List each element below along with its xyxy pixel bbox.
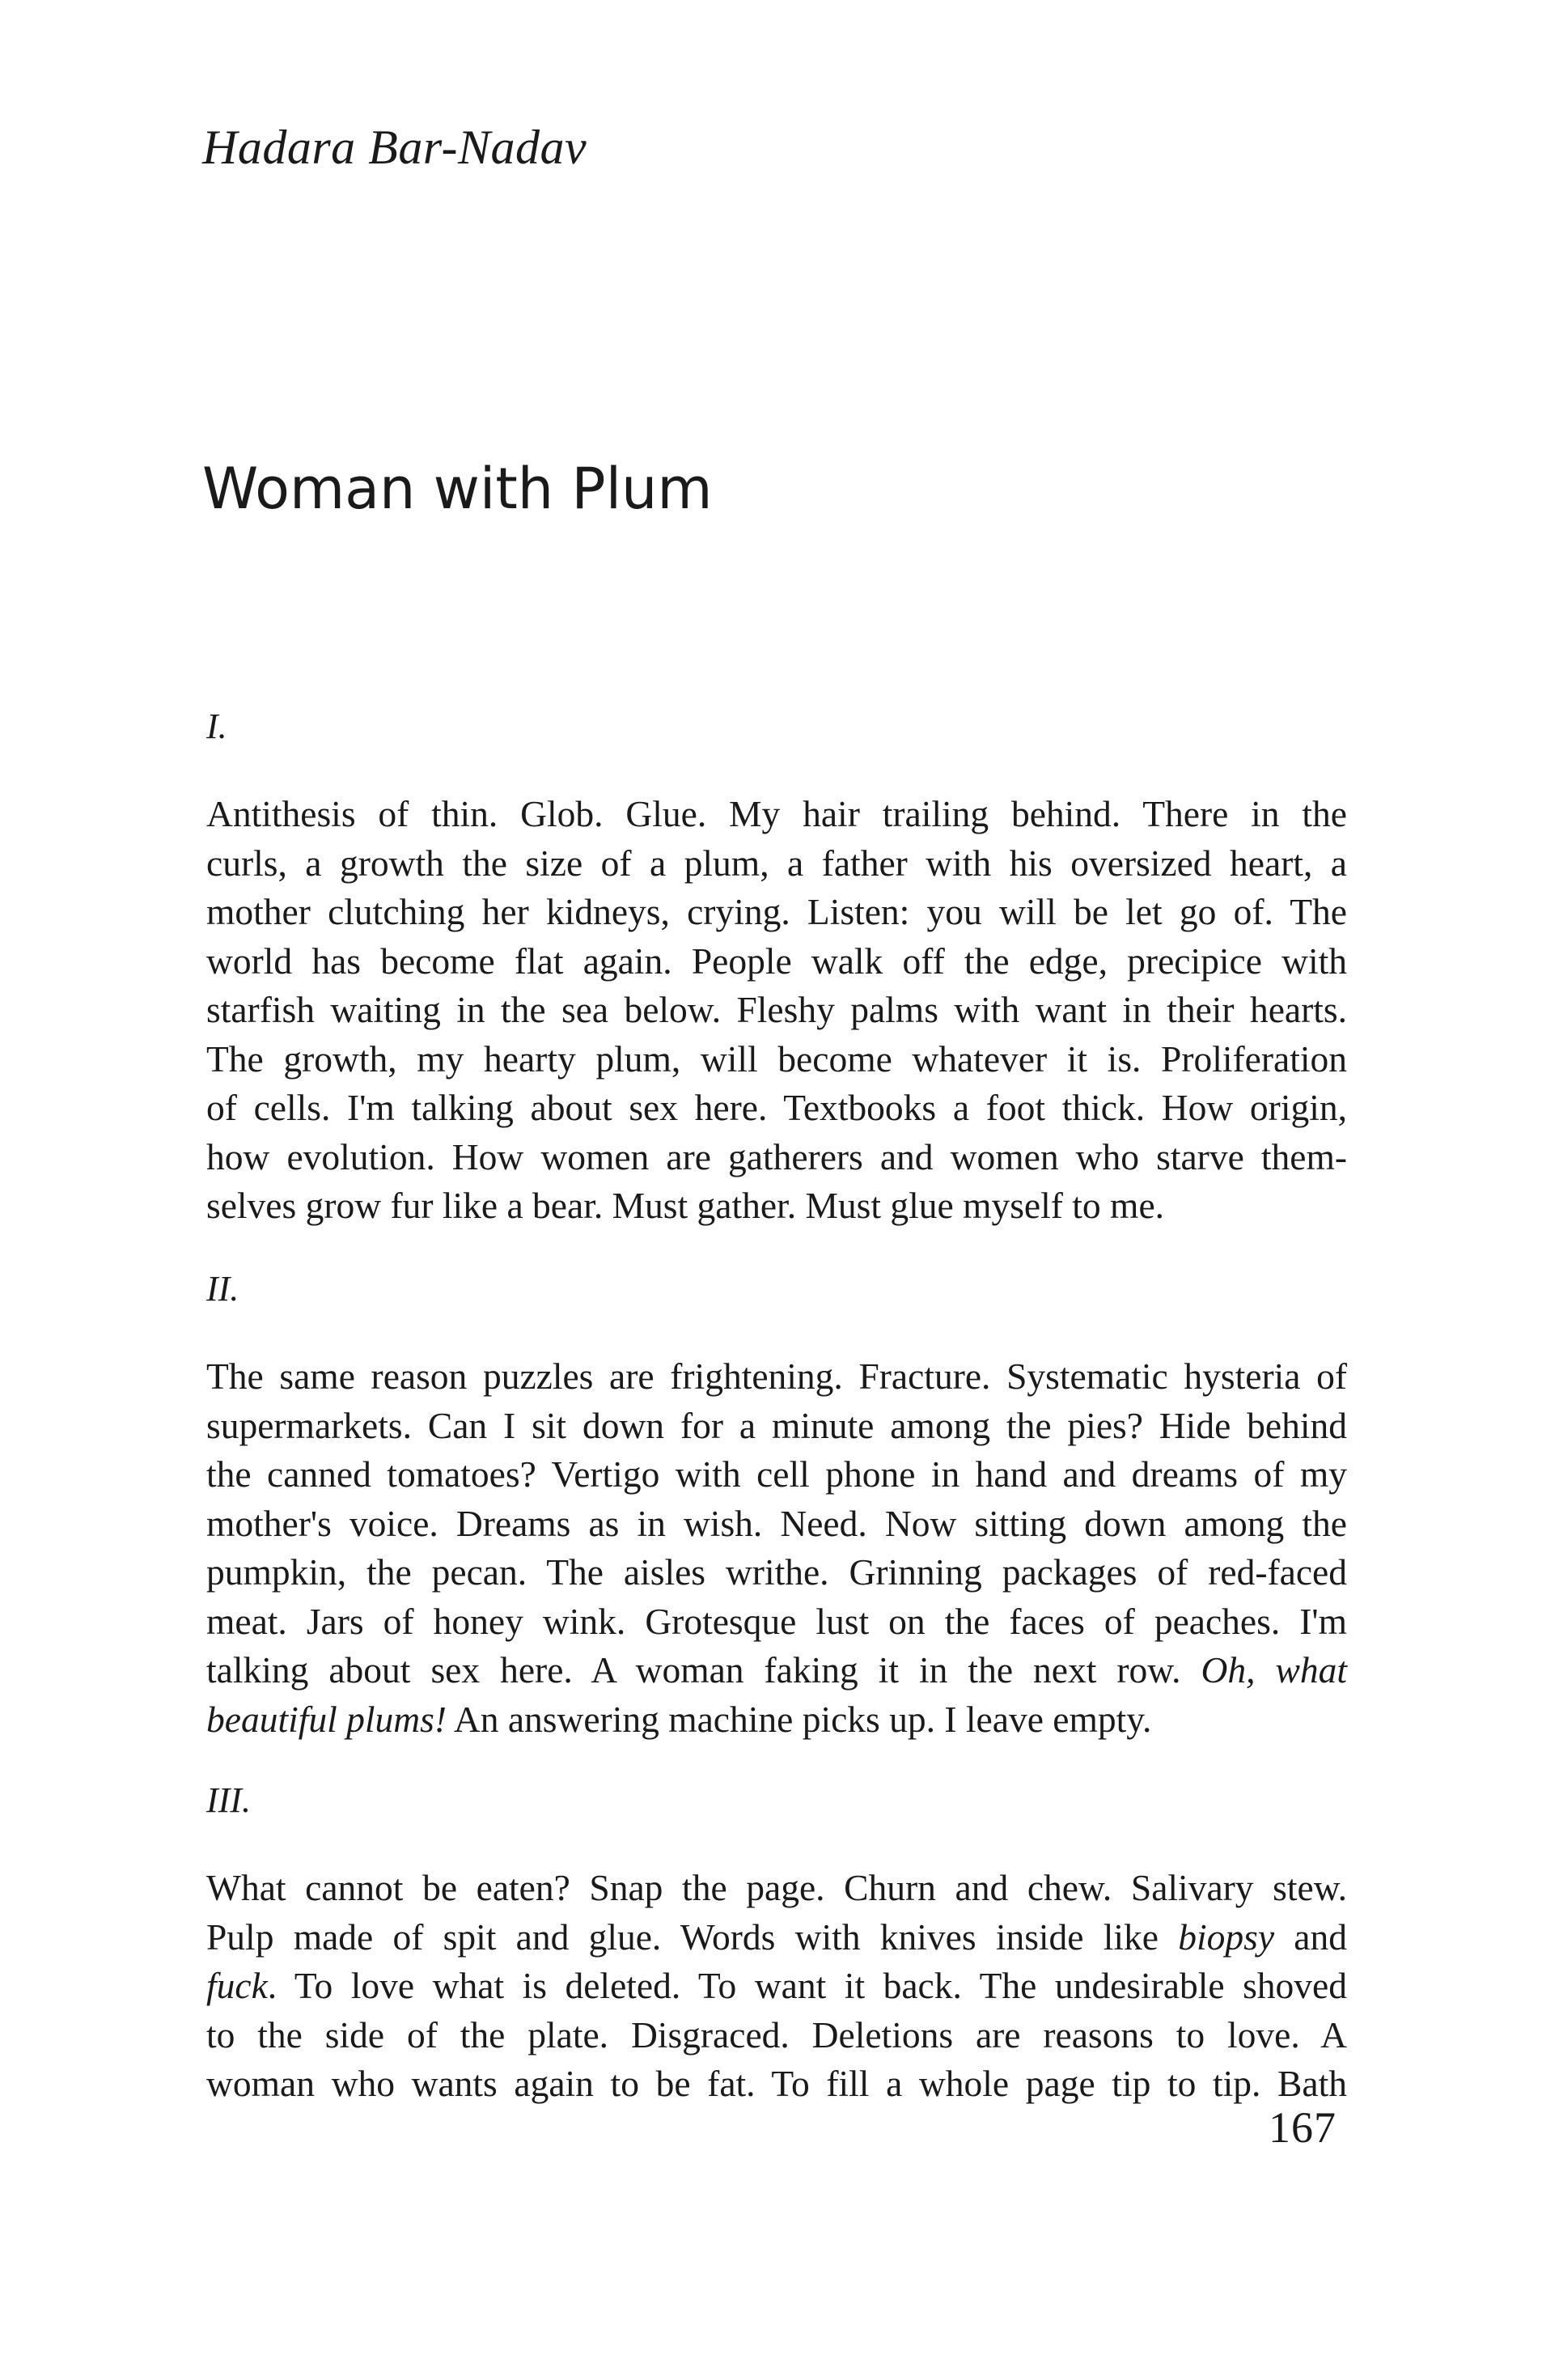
italic-text: Oh, what [1201,1649,1347,1691]
poem-section-2 [206,1265,1347,1744]
line-text: pumpkin, the pecan. The aisles writhe. Grinning packages of red-faced [206,1551,1347,1593]
poem-line [206,937,1347,986]
line-text: What cannot be eaten? Snap the page. Churn and chew. Salivary stew. [206,1867,1347,1908]
poem-line [206,1962,1347,2011]
poem-line [206,839,1347,889]
line-text: the canned tomatoes? Vertigo with cell phone in hand and dreams of my [206,1453,1347,1495]
poem-section-3 [206,1776,1347,2109]
line-text: curls, a growth the size of a plum, a father with his oversized heart, a [206,842,1347,884]
section-numeral: I. [206,706,227,746]
section-numeral: II. [206,1269,239,1309]
poem-line [206,1864,1347,1913]
poem-line [206,1597,1347,1647]
poem-line [206,1133,1347,1182]
line-text: meat. Jars of honey wink. Grotesque lust on the faces of peaches. I'm [206,1600,1347,1642]
line-text: selves grow fur like a bear. Must gather. Must glue myself to me. [206,1185,1165,1226]
line-text: world has become flat again. People walk off the edge, precipice with [206,940,1347,982]
line-text: Pulp made of spit and glue. Words with knives inside like [206,1915,1179,1958]
poem-line [206,986,1347,1035]
line-text: talking about sex here. A woman faking it in the next row. [206,1649,1201,1691]
poem-line [206,1084,1347,1133]
line-text: An answering machine picks up. I leave empty. [447,1698,1152,1740]
poem-line [206,888,1347,937]
poem-line [206,2060,1347,2109]
running-head-author: Hadara Bar-Nadav [202,121,587,174]
line-text: The growth, my hearty plum, will become whatever it is. Proliferation [206,1037,1347,1080]
section-numeral: III. [206,1780,251,1820]
line-text: Antithesis of thin. Glob. Glue. My hair trailing behind. There in the [206,793,1347,834]
line-text: starfish waiting in the sea below. Fleshy palms with want in their hearts. [206,989,1347,1030]
poem-line [206,1548,1347,1597]
italic-text: biopsy [1178,1915,1275,1958]
poem-line [206,1646,1347,1695]
line-text: how evolution. How women are gatherers and women who starve them- [206,1135,1347,1177]
poem-title: Woman with Plum [202,456,713,522]
poem-line [206,1500,1347,1549]
poem-line [206,1352,1347,1402]
line-text: mother's voice. Dreams as in wish. Need. Now sitting down among the [206,1502,1347,1544]
italic-text: fuck [206,1965,268,2006]
italic-text: beautiful plums! [206,1698,447,1740]
line-text: supermarkets. Can I sit down for a minute among the pies? Hide behind [206,1404,1347,1446]
poem-line [206,1402,1347,1451]
poem-line [206,1035,1347,1084]
poem-section-1 [206,702,1347,1231]
line-text: mother clutching her kidneys, crying. Listen: you will be let go of. The [206,891,1347,932]
poem-line [206,1182,1347,1231]
line-text: woman who wants again to be fat. To fill a whole page tip to tip. Bath [206,2063,1347,2104]
line-text: to the side of the plate. Disgraced. Deletions are reasons to love. A [206,2013,1347,2055]
poem-line [206,790,1347,839]
line-text: and [1274,1915,1347,1958]
poem-line [206,1913,1347,1962]
line-text: The same reason puzzles are frightening. Fracture. Systematic hysteria of [206,1355,1347,1397]
poem-line [206,2011,1347,2060]
page-number: 167 [1269,2103,1337,2152]
line-text: . To love what is deleted. To want it back. The undesirable shoved [267,1965,1347,2006]
poem-line [206,1695,1347,1745]
poem-line [206,1450,1347,1500]
line-text: of cells. I'm talking about sex here. Textbooks a foot thick. How origin, [206,1087,1347,1128]
